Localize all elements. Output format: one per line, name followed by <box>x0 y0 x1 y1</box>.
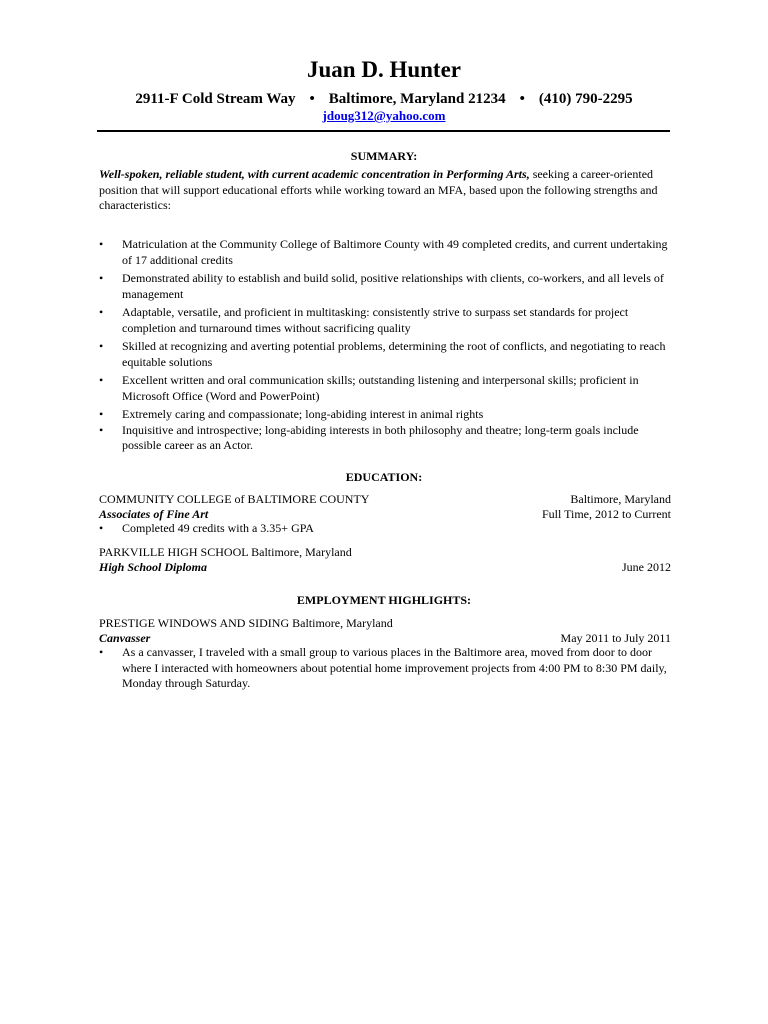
summary-intro <box>99 167 671 214</box>
phone-number: (410) 790-2295 <box>538 91 633 107</box>
bullet-separator: • <box>519 91 525 107</box>
job-bullet-list <box>99 645 671 692</box>
college-location: Baltimore, Maryland <box>570 492 671 506</box>
job-title-row <box>99 630 671 646</box>
summary-heading: SUMMARY: <box>350 149 418 163</box>
list-item: • Excellent written and oral communication skills; outstanding listening and interpersonal skills; proficient in Microsoft Office (Word and PowerPoint) <box>99 373 671 404</box>
employer-name: PRESTIGE WINDOWS AND SIDING Baltimore, Maryland <box>99 616 393 630</box>
bullet-separator: • <box>309 91 315 107</box>
contact-line <box>0 90 768 108</box>
high-school-date: June 2012 <box>622 560 671 574</box>
college-row <box>99 491 671 507</box>
list-item: • Demonstrated ability to establish and build solid, positive relationships with clients, co-workers, and all levels of management <box>99 271 671 302</box>
email-link[interactable]: jdoug312@yahoo.com <box>322 108 446 123</box>
employer-row <box>99 615 671 631</box>
list-item: • As a canvasser, I traveled with a small group to various places in the Baltimore area, moved from door to door where I interacted with homeowners about potential home improvement projects from 4:00 PM to 8:30 PM daily, Monday through Saturday. <box>99 645 671 692</box>
college-name: COMMUNITY COLLEGE of BALTIMORE COUNTY <box>99 492 370 506</box>
email-line <box>0 108 768 124</box>
high-school-degree-row <box>99 559 671 575</box>
college-degree-row <box>99 506 671 522</box>
list-item: • Skilled at recognizing and averting potential problems, determining the root of conflicts, and negotiating to reach equitable solutions <box>99 339 671 370</box>
job-title: Canvasser <box>99 631 151 645</box>
header-divider <box>97 130 670 132</box>
education-heading: EDUCATION: <box>345 470 423 484</box>
list-item: • Completed 49 credits with a 3.35+ GPA <box>99 521 671 537</box>
list-item: • Extremely caring and compassionate; long-abiding interest in animal rights <box>99 407 671 423</box>
summary-intro-emphasis: Well-spoken, reliable student, with current academic concentration in Performing Arts, <box>99 167 530 181</box>
list-item: • Inquisitive and introspective; long-abiding interests in both philosophy and theatre; long-term goals include possible career as an Actor. <box>99 423 671 454</box>
city-state-zip: Baltimore, Maryland 21234 <box>328 91 506 107</box>
college-status: Full Time, 2012 to Current <box>541 507 671 521</box>
high-school-row <box>99 544 671 560</box>
job-dates: May 2011 to July 2011 <box>560 631 671 645</box>
employment-heading: EMPLOYMENT HIGHLIGHTS: <box>296 593 472 607</box>
street-address: 2911-F Cold Stream Way <box>135 91 296 107</box>
high-school-degree: High School Diploma <box>99 560 208 574</box>
summary-intro-text: seeking a career-oriented position that will support educational efforts while working toward an MFA, based upon the following strengths and characteristics: <box>99 167 658 212</box>
applicant-name: Juan D. Hunter <box>307 57 461 82</box>
list-item: • Adaptable, versatile, and proficient in multitasking: consistently strive to surpass set standards for project completion and turnaround times without sacrificing quality <box>99 305 671 336</box>
list-item: • Matriculation at the Community College of Baltimore County with 49 completed credits, and current undertaking of 17 additional credits <box>99 237 671 268</box>
summary-bullet-list <box>99 237 671 457</box>
college-bullet-list <box>99 521 671 537</box>
high-school-name: PARKVILLE HIGH SCHOOL Baltimore, Maryland <box>99 545 352 559</box>
college-degree: Associates of Fine Art <box>99 507 209 521</box>
